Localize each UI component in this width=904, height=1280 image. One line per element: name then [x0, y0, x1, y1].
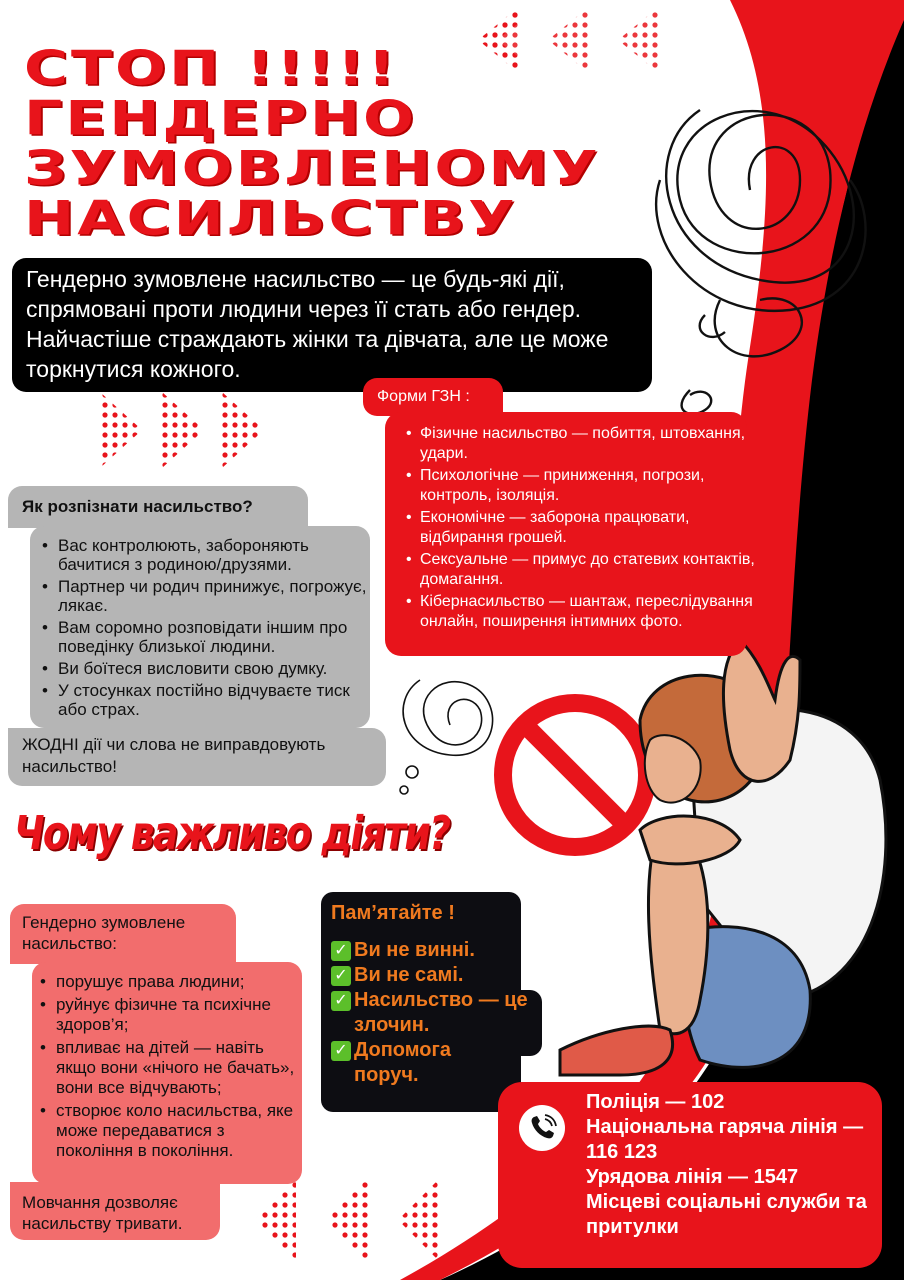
remember-item	[331, 1038, 541, 1088]
list-item: • У стосунках постійно відчуваєте тиск або страх.	[38, 681, 373, 719]
importance-list	[40, 972, 302, 1164]
contact-item: Урядова лінія — 1547	[586, 1166, 799, 1188]
check-icon: ✓	[331, 941, 351, 961]
remember-content	[331, 901, 541, 1088]
remember-item	[331, 963, 541, 988]
check-icon: ✓	[331, 991, 351, 1011]
dotted-arrow-decoration	[100, 392, 264, 468]
why-heading: Чому важливо діяти?	[14, 806, 450, 860]
list-item: • Фізичне насильство — побиття, штовхання, удари.	[406, 424, 762, 464]
page-title-line-4: НАСИЛЬСТВУ	[24, 191, 518, 247]
contacts-list	[586, 1090, 876, 1240]
list-item: • створює коло насильства, яке може передаватися з покоління в покоління.	[40, 1101, 302, 1161]
scribble-decoration	[400, 680, 493, 794]
remember-title: Пам’ятайте !	[331, 902, 455, 924]
list-item: • порушує права людини;	[40, 972, 302, 992]
remember-item-text: Насильство — це злочин.	[354, 989, 528, 1036]
page-title-line-2: ГЕНДЕРНО	[24, 91, 418, 147]
page-title-line-3: ЗУМОВЛЕНОМУ	[24, 141, 601, 197]
list-item: • Сексуальне — примус до статевих контактів, домагання.	[406, 550, 762, 590]
importance-note: Мовчання дозволяє насильству тривати.	[22, 1193, 183, 1233]
list-item: • Ви боїтеся висловити свою думку.	[38, 659, 373, 678]
definition-box	[12, 258, 652, 392]
forms-list	[392, 424, 762, 634]
contact-item: Поліція — 102	[586, 1091, 725, 1113]
prohibition-sign-icon	[503, 703, 647, 847]
list-item: • Вам соромно розповідати іншим про поведінку близької людини.	[38, 618, 373, 656]
recognize-list	[38, 536, 373, 722]
phone-icon	[519, 1105, 565, 1151]
contact-item: Національна гаряча лінія — 116 123	[586, 1116, 864, 1163]
remember-item	[331, 938, 541, 963]
check-icon: ✓	[331, 1041, 351, 1061]
list-item: • Партнер чи родич принижує, погрожує, лякає.	[38, 577, 373, 615]
remember-item-text: Ви не самі.	[354, 964, 464, 986]
forms-title: Форми ГЗН :	[363, 378, 503, 416]
remember-item-text: Допомога поруч.	[354, 1039, 451, 1086]
list-item: • Психологічне — приниження, погрози, контроль, ізоляція.	[406, 466, 762, 506]
list-item: • руйнує фізичне та психічне здоров’я;	[40, 995, 302, 1035]
list-item: • впливає на дітей — навіть якщо вони «нічого не бачать», вони все відчувають;	[40, 1038, 302, 1098]
remember-item-text: Ви не винні.	[354, 939, 475, 961]
list-item: • Вас контролюють, забороняють бачитися з родиною/друзями.	[38, 536, 373, 574]
importance-title: Гендерно зумовлене насильство:	[22, 913, 186, 953]
recognize-title: Як розпізнати насильство?	[8, 486, 308, 528]
dotted-arrow-decoration	[254, 1178, 440, 1262]
list-item: • Кібернасильство — шантаж, переслідування онлайн, поширення інтимних фото.	[406, 592, 762, 632]
recognize-note: ЖОДНІ дії чи слова не виправдовують насильство!	[22, 735, 326, 776]
check-icon: ✓	[331, 966, 351, 986]
remember-item	[331, 988, 541, 1038]
contact-item: Місцеві соціальні служби та притулки	[586, 1191, 867, 1238]
dotted-arrow-decoration	[478, 6, 660, 74]
definition-text: Гендерно зумовлене насильство — це будь-які дії, спрямовані проти людини через її стать або гендер. Найчастіше страждають жінки та дівчата, але це може торкнутися кожного.	[26, 266, 609, 382]
page-title-line-1: СТОП !!!!!	[24, 41, 398, 97]
list-item: • Економічне — заборона працювати, відбирання грошей.	[406, 508, 762, 548]
